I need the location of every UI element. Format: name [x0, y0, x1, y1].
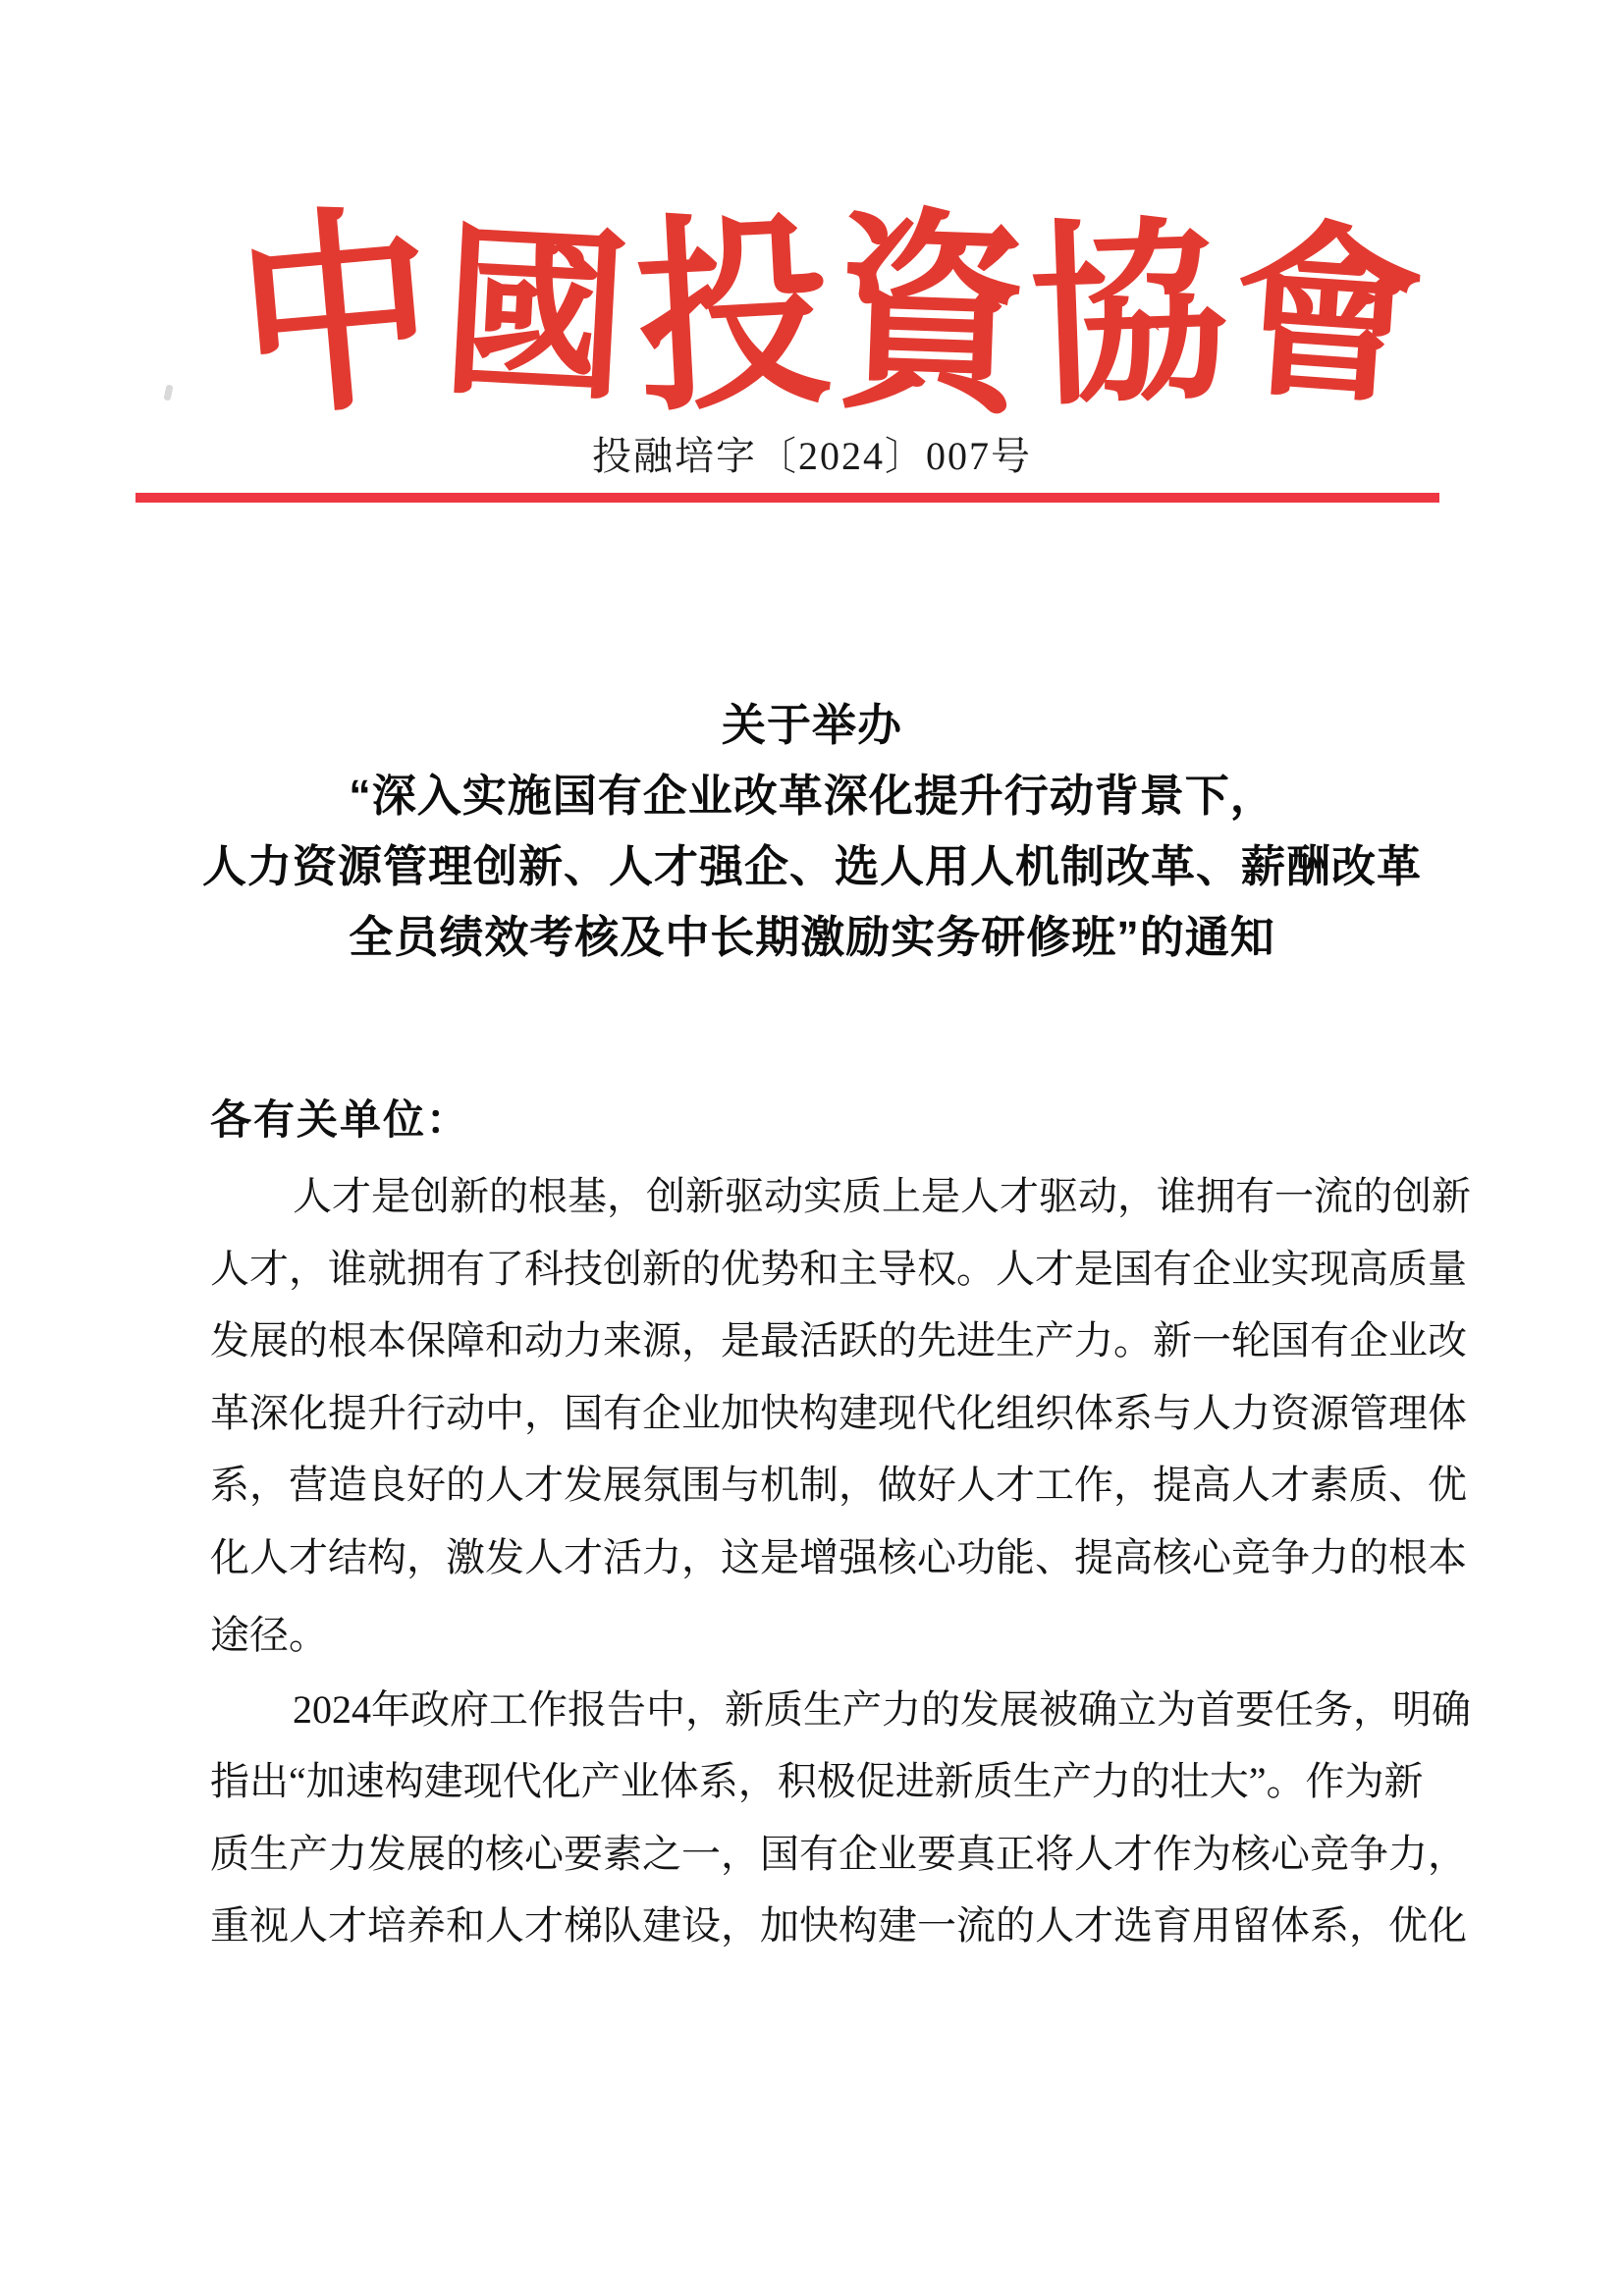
org-logo-calligraphy — [230, 189, 1430, 445]
logo-char: 資 — [831, 196, 1032, 438]
logo-char: 會 — [1225, 206, 1430, 428]
body-line: 2024年政府工作报告中，新质生产力的发展被确立为首要任务，明确 — [293, 1687, 1471, 1732]
body-line: 人才，谁就拥有了科技创新的优势和主导权。人才是国有企业实现高质量 — [210, 1247, 1467, 1291]
body-line: 系，营造良好的人才发展氛围与机制，做好人才工作，提高人才素质、优 — [210, 1463, 1467, 1507]
title-line-1: 关于举办 — [721, 700, 902, 750]
red-header-rule — [135, 493, 1439, 503]
logo-char: 協 — [1027, 204, 1231, 430]
body-line: 质生产力发展的核心要素之一，国有企业要真正将人才作为核心竞争力， — [210, 1832, 1467, 1876]
body-line: 革深化提升行动中，国有企业加快构建现代化组织体系与人力资源管理体 — [210, 1391, 1467, 1435]
body-line: 化人才结构，激发人才活力，这是增强核心功能、提高核心竞争力的根本 — [210, 1535, 1467, 1579]
scan-artifact — [163, 384, 173, 400]
doc-number: 投融培字〔2024〕007号 — [592, 434, 1032, 478]
notice-title — [0, 690, 1624, 973]
body-line: 重视人才培养和人才梯队建设，加快构建一流的人才选育用留体系，优化 — [210, 1903, 1467, 1948]
body-line: 人才是创新的根基，创新驱动实质上是人才驱动，谁拥有一流的创新 — [293, 1174, 1471, 1218]
logo-char: 中 — [230, 189, 444, 445]
title-line-3: 人力资源管理创新、人才强企、选人用人机制改革、薪酬改革 — [201, 841, 1422, 891]
logo-char: 投 — [630, 196, 836, 438]
logo-char: 國 — [437, 210, 633, 424]
body-line: 发展的根本保障和动力来源，是最活跃的先进生产力。新一轮国有企业改 — [210, 1318, 1467, 1362]
salutation: 各有关单位： — [210, 1098, 470, 1144]
title-line-2: “深入实施国有企业改革深化提升行动背景下， — [349, 771, 1275, 821]
title-line-4: 全员绩效考核及中长期激励实务研修班”的通知 — [349, 912, 1275, 962]
body-line: 指出“加速构建现代化产业体系，积极促进新质生产力的壮大”。作为新 — [210, 1759, 1424, 1803]
body-line: 途径。 — [210, 1613, 328, 1657]
